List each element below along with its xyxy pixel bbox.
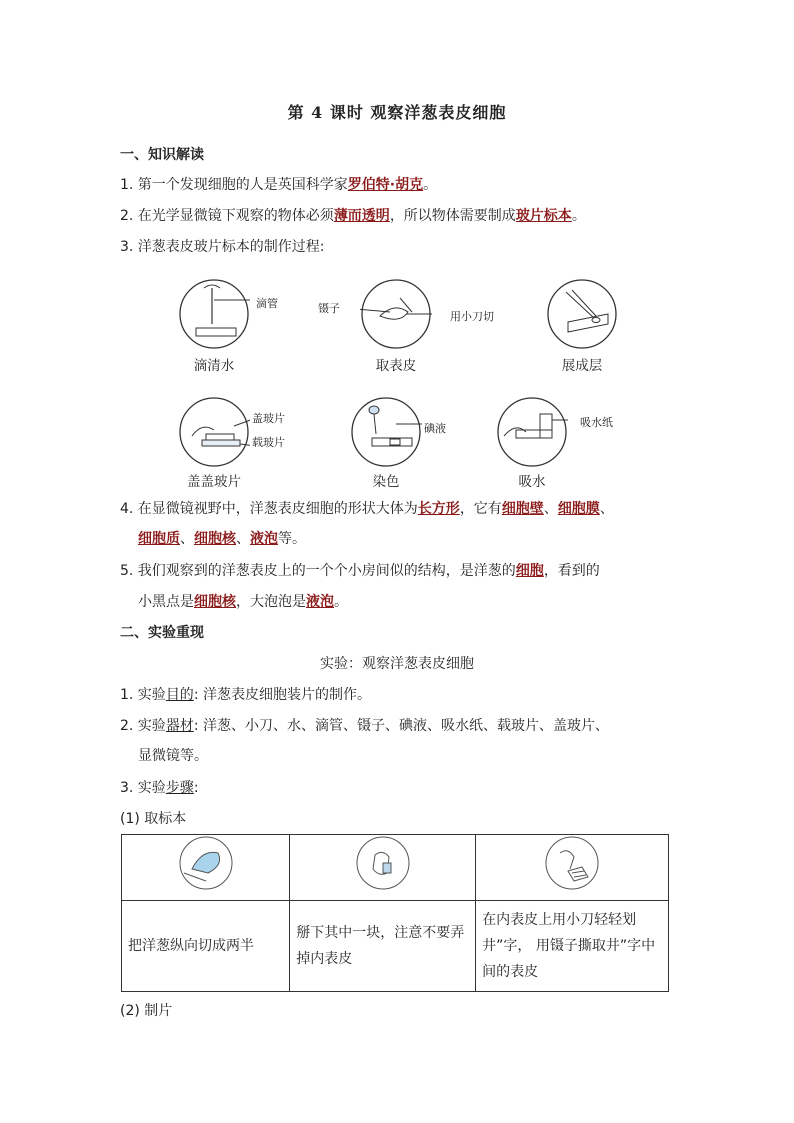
figure-drop-water: [178, 278, 250, 350]
answer-text: 液泡: [250, 531, 278, 547]
item-text: 2. 实验: [120, 718, 166, 734]
item-text: 1. 第一个发现细胞的人是英国科学家: [120, 177, 348, 193]
knowledge-item-4-cont: [138, 528, 306, 550]
label-iodine: 碘液: [424, 422, 446, 435]
item-text: ，大泡泡是: [236, 594, 306, 610]
label-dropper: 滴管: [256, 297, 278, 310]
item-text: 2. 在光学显微镜下观察的物体必须: [120, 208, 334, 224]
figure-take-epidermis: [360, 278, 432, 350]
answer-text: 细胞核: [194, 594, 236, 610]
caption-absorb-water: 吸水: [518, 474, 546, 490]
section-heading-knowledge: 一、知识解读: [120, 147, 204, 163]
caption-take-epidermis: 取表皮: [375, 358, 417, 374]
item-text: 。: [423, 177, 438, 193]
item-text: 1. 实验: [120, 687, 166, 703]
item-text: :: [193, 780, 199, 796]
answer-text: 细胞壁: [501, 501, 544, 517]
knowledge-item-5-cont: [138, 591, 348, 613]
label-blotting-paper: 吸水纸: [580, 416, 613, 429]
answer-text: 液泡: [306, 594, 334, 610]
item-text: 、: [180, 531, 194, 547]
steps-table: [121, 834, 669, 992]
table-cell-image: [290, 835, 476, 901]
item-text: ，所以物体需要制成: [389, 208, 516, 224]
item-text: 3. 实验: [120, 780, 166, 796]
page-title: 第 4 课时 观察洋葱表皮细胞: [287, 103, 507, 122]
table-cell-image: [476, 835, 669, 901]
answer-text: 玻片标本: [515, 208, 572, 224]
item-text: ，看到的: [543, 563, 600, 579]
item-text: : 洋葱、小刀、水、滴管、镊子、碘液、吸水纸、载玻片、盖玻片、: [193, 718, 609, 734]
label-glass-slide: 载玻片: [252, 436, 285, 449]
knowledge-item-1: [120, 174, 437, 196]
label-tweezers: 镊子: [318, 302, 340, 315]
knowledge-item-4: [120, 498, 614, 520]
item-text: 、: [236, 531, 250, 547]
item-text: 4. 在显微镜视野中，洋葱表皮细胞的形状大体为: [120, 501, 418, 517]
label-cover-slip: 盖玻片: [252, 412, 285, 425]
onion-piece-illustration: [353, 835, 413, 891]
table-row: [122, 835, 669, 901]
answer-text: 罗伯特·胡克: [347, 177, 424, 193]
item-text: : 洋葱表皮细胞装片的制作。: [193, 687, 371, 703]
onion-cut-illustration: [176, 835, 236, 891]
item-text: 小黑点是: [138, 594, 194, 610]
answer-text: 细胞: [515, 563, 544, 579]
caption-cover-slip: 盖盖玻片: [187, 474, 241, 490]
item-text: 等。: [278, 531, 306, 547]
knowledge-item-5: [120, 560, 600, 582]
figure-staining: [350, 396, 422, 468]
underlined-text: 目的: [165, 687, 194, 703]
table-cell-text: 把洋葱纵向切成两半: [122, 901, 290, 992]
underlined-text: 器材: [165, 718, 194, 734]
answer-text: 薄而透明: [333, 208, 390, 224]
item-text: 。: [571, 208, 586, 224]
table-cell-image: [122, 835, 290, 901]
figure-spread-layer: [546, 278, 618, 350]
section-heading-experiment: 二、实验重现: [120, 625, 204, 641]
sub-step-2: (2) 制片: [120, 1003, 173, 1019]
answer-text: 长方形: [417, 501, 460, 517]
table-cell-text: 掰下其中一块，注意不要弄掉内表皮: [290, 901, 476, 992]
answer-text: 细胞质: [138, 531, 180, 547]
answer-text: 细胞核: [194, 531, 236, 547]
caption-spread-layer: 展成层: [561, 358, 603, 374]
item-text: ，它有: [459, 501, 502, 517]
item-text: 、: [599, 501, 614, 517]
answer-text: 细胞膜: [557, 501, 600, 517]
table-row: [122, 901, 669, 992]
label-knife-cut: 用小刀切: [450, 310, 494, 323]
experiment-item-2: [120, 715, 609, 737]
figure-absorb-water: [496, 396, 568, 468]
item-text: 。: [334, 594, 348, 610]
item-text: 、: [543, 501, 558, 517]
item-text: 5. 我们观察到的洋葱表皮上的一个个小房间似的结构，是洋葱的: [120, 563, 516, 579]
experiment-item-3: [120, 777, 199, 799]
experiment-item-1: [120, 684, 371, 706]
peel-epidermis-illustration: [542, 835, 602, 891]
experiment-subtitle: 实验：观察洋葱表皮细胞: [320, 656, 474, 672]
sub-step-1: (1) 取标本: [120, 811, 187, 827]
knowledge-item-2: [120, 205, 586, 227]
experiment-item-2-cont: 显微镜等。: [138, 748, 208, 764]
underlined-text: 步骤: [165, 780, 194, 796]
knowledge-item-3: 3. 洋葱表皮玻片标本的制作过程:: [120, 239, 325, 255]
figure-cover-slip: [178, 396, 250, 468]
caption-drop-water: 滴清水: [193, 358, 235, 374]
caption-staining: 染色: [372, 474, 400, 490]
table-cell-text: 在内表皮上用小刀轻轻划井”字， 用镊子撕取井”字中间的表皮: [476, 901, 669, 992]
